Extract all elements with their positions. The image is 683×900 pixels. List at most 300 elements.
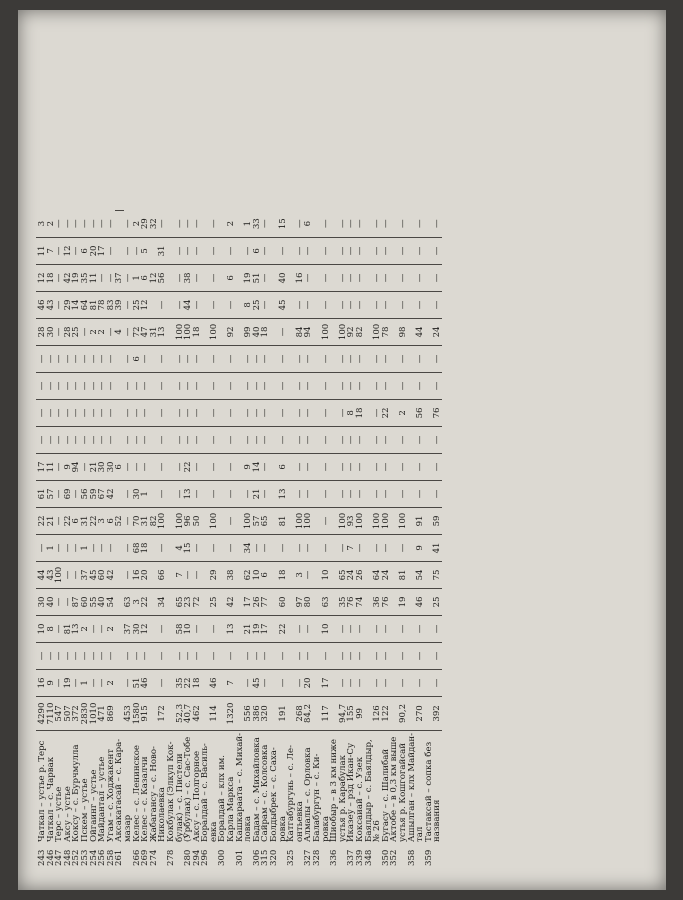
table-cell: — [399, 264, 408, 291]
table-cell: 50 [193, 507, 202, 534]
river-station-name: Чаткал – с. Чарвак [45, 756, 56, 842]
table-cell: 5 [141, 237, 150, 264]
table-cell: — [339, 210, 348, 237]
table-cell: 37 [124, 615, 133, 642]
table-cell: 2 [107, 669, 116, 696]
table-cell: 43 [47, 561, 56, 588]
table-cell: 96 [184, 507, 193, 534]
table-cell: 4 [115, 318, 124, 345]
table-cell: 76 [382, 588, 391, 615]
table-cell: — [244, 480, 253, 507]
river-station-name: мазар [122, 814, 133, 842]
table-cell: 21 [253, 480, 262, 507]
table-cell: — [124, 561, 133, 588]
table-cell: 33 [253, 210, 262, 237]
table-cell: — [81, 372, 90, 399]
table-cell: — [322, 237, 331, 264]
table-cell: 2 [47, 210, 56, 237]
table-cell: — [399, 426, 408, 453]
table-cell: — [107, 345, 116, 372]
table-cell: 84,2 [304, 696, 313, 730]
river-station-name: Тастаксай – сопка без [423, 741, 434, 842]
table-cell: 65 [176, 588, 185, 615]
table-cell: — [339, 264, 348, 291]
table-cell: — [55, 588, 64, 615]
table-cell: — [72, 480, 81, 507]
table-cell: — [304, 264, 313, 291]
table-cell: — [356, 615, 365, 642]
table-cell: 45 [253, 669, 262, 696]
table-cell: — [339, 642, 348, 669]
table-cell: — [244, 372, 253, 399]
table-cell: — [296, 669, 305, 696]
table-cell: 37 [81, 561, 90, 588]
table-cell: 28 [64, 318, 73, 345]
table-cell: — [55, 615, 64, 642]
table-cell: 16 [296, 264, 305, 291]
table-cell: 17 [322, 669, 331, 696]
table-cell: — [72, 399, 81, 426]
station-number: 301 [234, 849, 245, 866]
table-cell: 270 [416, 696, 425, 730]
river-station-name: Бадам – с. Михайловка [251, 737, 262, 842]
table-cell: 45 [90, 561, 99, 588]
station-number: 243 [37, 849, 47, 866]
table-cell: — [90, 372, 99, 399]
table-cell: 453 [124, 696, 133, 730]
table-row [36, 206, 47, 868]
table-cell: — [416, 426, 425, 453]
table-cell: — [210, 426, 219, 453]
table-cell: — [55, 399, 64, 426]
table-cell: 100 [373, 507, 382, 534]
table-cell: — [261, 372, 270, 399]
table-cell: — [322, 480, 331, 507]
table-cell: 22 [184, 453, 193, 480]
table-cell: 22 [64, 507, 73, 534]
table-cell: 12 [36, 264, 47, 291]
table-cell: — [210, 399, 219, 426]
table-cell: — [141, 426, 150, 453]
table-cell: 82 [150, 507, 159, 534]
table-cell: — [261, 264, 270, 291]
table-cell: — [416, 291, 425, 318]
table-cell: — [322, 642, 331, 669]
table-cell: — [90, 669, 99, 696]
table-cell: — [72, 210, 81, 237]
table-cell: — [176, 237, 185, 264]
table-cell: 60 [81, 588, 90, 615]
table-cell: — [98, 399, 107, 426]
table-cell: — [210, 264, 219, 291]
table-cell: — [279, 534, 288, 561]
river-station-name: Карла Маркса [226, 776, 237, 842]
table-cell: — [261, 291, 270, 318]
table-cell: — [193, 237, 202, 264]
table-cell: — [36, 642, 47, 669]
book-page [18, 10, 666, 890]
table-cell: — [193, 642, 202, 669]
table-cell: — [72, 669, 81, 696]
table-cell: 25 [433, 588, 442, 615]
table-cell: — [210, 291, 219, 318]
table-cell: — [382, 426, 391, 453]
table-cell: — [193, 264, 202, 291]
table-cell: 21 [90, 453, 99, 480]
table-cell: 172 [158, 696, 167, 730]
table-cell: — [373, 372, 382, 399]
table-cell: 23 [184, 588, 193, 615]
table-cell: — [347, 615, 356, 642]
table-cell: — [55, 264, 64, 291]
table-cell: 29 [210, 561, 219, 588]
table-cell: 100 [296, 507, 305, 534]
table-cell: — [98, 210, 107, 237]
table-cell: 42 [107, 561, 116, 588]
table-cell: — [356, 453, 365, 480]
table-cell: 80 [304, 588, 313, 615]
river-station-name: Боралдай – клх им. [217, 754, 228, 842]
table-cell: — [356, 264, 365, 291]
table-cell: — [382, 291, 391, 318]
table-cell: 6 [72, 507, 81, 534]
table-cell: — [347, 291, 356, 318]
table-cell: — [47, 345, 56, 372]
table-cell: — [433, 480, 442, 507]
table-cell: — [158, 399, 167, 426]
table-cell: 44 [36, 561, 47, 588]
table-cell: — [382, 453, 391, 480]
table-cell: — [347, 426, 356, 453]
table-cell: — [373, 534, 382, 561]
table-cell: — [382, 372, 391, 399]
table-cell: 72 [133, 318, 142, 345]
table-cell: 6 [81, 237, 90, 264]
table-cell: 30 [98, 453, 107, 480]
table-cell: 100 [176, 507, 185, 534]
table-cell: — [399, 669, 408, 696]
table-cell: 52,3 [176, 696, 185, 730]
table-cell: — [339, 480, 348, 507]
table-cell: 6 [141, 264, 150, 291]
table-cell: 25 [133, 291, 142, 318]
station-number: 252 [71, 849, 82, 866]
table-cell: — [304, 534, 313, 561]
table-cell: — [210, 372, 219, 399]
table-cell: — [184, 426, 193, 453]
station-number: 253 [79, 849, 90, 866]
table-cell: — [339, 291, 348, 318]
table-cell: 81 [279, 507, 288, 534]
table-cell: 61 [36, 480, 47, 507]
table-cell: — [98, 615, 107, 642]
table-cell: — [416, 264, 425, 291]
table-cell: 90,2 [399, 696, 408, 730]
table-cell: — [141, 372, 150, 399]
table-cell: 2 [98, 318, 107, 345]
table-cell: 37 [115, 264, 124, 291]
table-cell: 3 [98, 507, 107, 534]
table-cell: 6 [253, 237, 262, 264]
table-cell: — [64, 561, 73, 588]
river-station-name: Кашкараата – с. Михай- [234, 732, 245, 842]
table-cell: — [55, 318, 64, 345]
table-cell: — [72, 237, 81, 264]
table-cell: — [133, 642, 142, 669]
table-cell: — [253, 534, 262, 561]
table-cell: — [90, 426, 99, 453]
table-cell: 25 [253, 291, 262, 318]
table-cell: — [124, 210, 133, 237]
river-station-name: Кокбулак (Элкуп Кок- [165, 741, 176, 842]
table-cell: — [356, 345, 365, 372]
table-cell: 6 [227, 264, 236, 291]
station-number: 350 [380, 849, 391, 866]
table-cell: — [36, 372, 47, 399]
table-cell: — [304, 372, 313, 399]
table-cell: — [55, 291, 64, 318]
table-cell: — [279, 345, 288, 372]
table-cell: 74 [356, 588, 365, 615]
river-station-name: Николаевка [157, 787, 168, 842]
table-cell: — [304, 642, 313, 669]
river-station-name: Баялдыр – с. Баялдыр, [363, 739, 374, 842]
table-cell: — [210, 480, 219, 507]
table-cell: 18 [193, 318, 202, 345]
table-cell: — [356, 372, 365, 399]
table-cell: 100 [382, 507, 391, 534]
table-cell: 10 [184, 615, 193, 642]
table-cell: 6 [115, 453, 124, 480]
table-cell: 42 [64, 264, 73, 291]
table-cell: — [399, 210, 408, 237]
table-cell: — [347, 453, 356, 480]
table-cell: — [176, 426, 185, 453]
table-cell: — [382, 642, 391, 669]
table-cell: — [64, 345, 73, 372]
table-cell: 60 [98, 561, 107, 588]
table-cell: — [296, 480, 305, 507]
table-cell: — [227, 291, 236, 318]
table-cell: — [261, 399, 270, 426]
table-cell: 82 [356, 318, 365, 345]
table-cell: — [55, 372, 64, 399]
table-cell: — [279, 399, 288, 426]
table-cell: — [176, 480, 185, 507]
table-cell: — [399, 345, 408, 372]
table-cell: — [64, 426, 73, 453]
table-cell: — [72, 345, 81, 372]
station-number: 261 [114, 849, 125, 866]
table-cell: 24 [433, 318, 442, 345]
table-cell: — [133, 237, 142, 264]
table-cell: 12 [150, 264, 159, 291]
table-cell: 8 [47, 615, 56, 642]
table-cell: 3 [296, 561, 305, 588]
table-cell: — [141, 453, 150, 480]
river-station-name: устья р. Кошгогайсай [397, 743, 408, 842]
station-number: 359 [423, 849, 434, 866]
table-cell: — [433, 345, 442, 372]
table-cell: — [176, 210, 185, 237]
table-cell: — [304, 561, 313, 588]
table-cell: — [158, 291, 167, 318]
table-cell: 7110 [47, 696, 56, 730]
station-number: 327 [303, 849, 314, 866]
table-cell: — [210, 642, 219, 669]
table-cell: — [141, 345, 150, 372]
table-cell: 9 [47, 669, 56, 696]
table-cell: 94 [304, 318, 313, 345]
station-number: 328 [312, 849, 322, 866]
river-station-name: названия [432, 799, 443, 842]
table-cell: 52 [115, 507, 124, 534]
table-cell: — [210, 345, 219, 372]
table-cell: — [98, 372, 107, 399]
table-cell: 386 [253, 696, 262, 730]
table-cell: — [210, 453, 219, 480]
table-cell: 20 [141, 561, 150, 588]
table-cell: — [72, 372, 81, 399]
table-cell: — [304, 399, 313, 426]
table-cell: — [47, 372, 56, 399]
river-station-name: Балабургун – с. Ки- [312, 753, 322, 842]
table-cell: — [193, 561, 202, 588]
table-cell: 45 [279, 291, 288, 318]
table-cell: 22 [382, 399, 391, 426]
table-cell: 99 [244, 318, 253, 345]
table-cell: 78 [382, 318, 391, 345]
table-cell: 92 [227, 318, 236, 345]
table-cell: — [347, 669, 356, 696]
table-cell: — [124, 372, 133, 399]
table-cell: 35 [176, 669, 185, 696]
table-cell: 14 [72, 291, 81, 318]
table-cell: — [347, 480, 356, 507]
table-cell: 9 [244, 453, 253, 480]
table-cell: 69 [64, 480, 73, 507]
table-cell: — [227, 372, 236, 399]
table-cell: — [176, 372, 185, 399]
table-cell: 2 [90, 318, 99, 345]
table-cell: — [244, 426, 253, 453]
table-cell: 22 [184, 669, 193, 696]
table-cell: — [322, 453, 331, 480]
table-cell: 869 [107, 696, 116, 730]
table-cell: 17 [36, 453, 47, 480]
table-cell: 24 [382, 561, 391, 588]
table-cell: — [90, 534, 99, 561]
table-cell: 76 [433, 399, 442, 426]
table-cell: — [399, 453, 408, 480]
table-cell: 13 [158, 318, 167, 345]
table-cell: — [416, 210, 425, 237]
table-cell: 62 [244, 561, 253, 588]
table-cell: — [124, 453, 133, 480]
table-cell: 31 [150, 318, 159, 345]
table-cell: — [304, 345, 313, 372]
table-cell: — [98, 669, 107, 696]
table-cell: — [36, 534, 47, 561]
table-cell: — [253, 399, 262, 426]
table-cell: 19 [253, 615, 262, 642]
table-cell: — [124, 480, 133, 507]
table-cell: — [158, 372, 167, 399]
table-cell: 81 [64, 615, 73, 642]
table-cell: 1320 [227, 696, 236, 730]
table-cell: 20 [304, 669, 313, 696]
table-cell: 59 [433, 507, 442, 534]
table-cell: 75 [433, 561, 442, 588]
table-cell: — [253, 372, 262, 399]
table-cell: — [416, 615, 425, 642]
table-cell: — [227, 642, 236, 669]
table-cell: — [193, 372, 202, 399]
table-cell: 10 [253, 561, 262, 588]
table-cell: 57 [47, 480, 56, 507]
table-cell: 78 [98, 291, 107, 318]
table-cell: — [227, 507, 236, 534]
table-cell: 42 [107, 480, 116, 507]
river-station-name: Иказеу – рзд Икан-Су [346, 742, 357, 842]
table-cell: — [133, 399, 142, 426]
table-cell: 7 [47, 237, 56, 264]
table-cell: — [133, 453, 142, 480]
table-cell: 18 [47, 264, 56, 291]
table-cell: — [107, 237, 116, 264]
table-cell: 66 [158, 561, 167, 588]
river-station-name: Чаткал – устье р. Терс [37, 740, 47, 842]
table-cell: — [133, 372, 142, 399]
table-cell: — [210, 210, 219, 237]
river-station-name: Шиобыр – в 3 км ниже [329, 739, 340, 842]
table-cell: 16 [36, 669, 47, 696]
table-cell: 100 [210, 318, 219, 345]
table-cell: 2830 [81, 696, 90, 730]
table-cell: 81 [90, 291, 99, 318]
table-cell: — [382, 237, 391, 264]
table-cell: — [322, 426, 331, 453]
table-cell: 70 [133, 507, 142, 534]
table-cell: — [227, 426, 236, 453]
table-cell: — [433, 669, 442, 696]
table-cell: — [176, 399, 185, 426]
table-cell: 67 [98, 480, 107, 507]
table-cell: 2 [399, 399, 408, 426]
table-cell: — [322, 534, 331, 561]
table-cell: 155 [347, 696, 356, 730]
table-cell: 65 [339, 561, 348, 588]
river-station-name: Келес – с. Ленинское [131, 744, 142, 842]
table-row [433, 206, 442, 868]
table-cell: — [133, 426, 142, 453]
station-number: 256 [97, 849, 108, 866]
table-cell: — [36, 399, 47, 426]
table-cell: — [141, 642, 150, 669]
table-cell: 28 [36, 318, 47, 345]
table-cell: 20 [90, 237, 99, 264]
table-cell: 372 [72, 696, 81, 730]
table-cell: 4290 [36, 696, 47, 730]
table-cell: 54 [416, 561, 425, 588]
table-cell: 16 [133, 561, 142, 588]
table-cell: 22 [141, 588, 150, 615]
table-cell: 42 [227, 588, 236, 615]
table-cell: — [176, 453, 185, 480]
table-cell: 54 [107, 588, 116, 615]
table-cell: 1 [47, 534, 56, 561]
table-cell: — [107, 210, 116, 237]
